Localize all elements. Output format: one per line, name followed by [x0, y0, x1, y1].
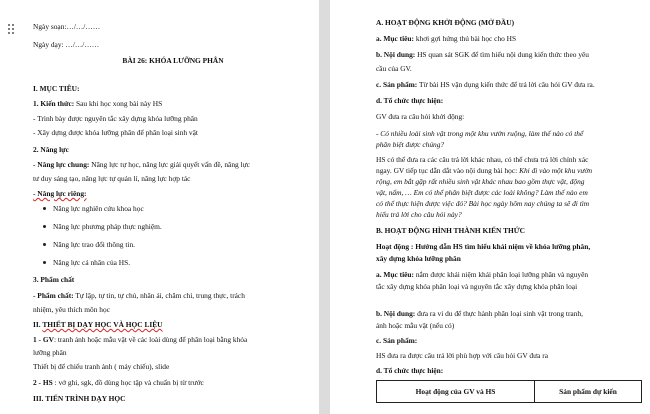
quality-line-2: nhiệm, yêu thích môn học — [33, 305, 110, 314]
heading-knowledge: B. HOẠT ĐỘNG HÌNH THÀNH KIẾN THỨC — [376, 226, 525, 235]
specific-ability-item: Năng lực nghiên cứu khoa học — [53, 204, 144, 213]
warmup-question-2: phân biệt được chúng? — [376, 140, 445, 149]
heading-ability: 2. Năng lực — [33, 145, 69, 154]
bullet-icon — [43, 225, 46, 228]
date-written: Ngày soạn:…/…/…… — [33, 22, 101, 31]
activity-title: Hoạt động : Hướng dẫn HS tìm hiểu khái niệm về khóa lưỡng phân, — [376, 242, 591, 251]
paragraph-line: vật, nấm, … Em có thể phân biệt được các loài không? Làm thế nào em — [376, 188, 588, 197]
bullet-icon — [43, 207, 46, 210]
paragraph-line: HS có thể đưa ra các câu trả lời khác nhau, có thể chưa trả lời chính xác — [376, 155, 589, 164]
page-gap — [319, 0, 330, 414]
general-ability-line-2: tư duy sáng tạo, năng lực tự quản lí, năng lực hợp tác — [33, 174, 191, 183]
paragraph-line: rộng, em bắt gặp rất nhiều sinh vật khác nhau bao gồm thực vật, động — [376, 177, 585, 186]
lesson-title: BÀI 26: KHÓA LƯỠNG PHÂN — [122, 56, 224, 65]
warmup-question-intro: GV đưa ra câu hỏi khởi động: — [376, 112, 465, 121]
bullet-icon — [43, 261, 46, 264]
warmup-product: c. Sản phẩm: Từ bài HS vận dụng kiến thức để trả lời câu hỏi GV đưa ra. — [376, 80, 595, 89]
warmup-content: b. Nội dung: HS quan sát SGK để tìm hiểu nội dung kiến thức theo yêu — [376, 50, 589, 59]
specific-ability-label: - Năng lực riêng: — [33, 189, 87, 198]
activity-product: c. Sản phẩm: — [376, 336, 418, 345]
warmup-question: - Có nhiều loài sinh vật trong một khu vườn ruộng, làm thế nào có thể — [376, 129, 584, 138]
paragraph-line: có thể thực hiện được việc đó? Bài học ngày hôm nay chúng ta sẽ đi tìm — [376, 199, 590, 208]
teacher-equipment-line: 1 - GV: tranh ảnh hoặc mẫu vật về các loài dùng để phân loại bằng khóa — [33, 335, 248, 344]
heading-warmup: A. HOẠT ĐỘNG KHỞI ĐỘNG (MỞ ĐẦU) — [376, 18, 515, 27]
heading-equipment: II. THIẾT BỊ DẠY HỌC VÀ HỌC LIỆU — [33, 320, 163, 329]
paragraph-line: ngay. GV tiếp tục dẫn dắt vào nội dung bài học: Khi đi vào một khu vườn — [376, 166, 593, 175]
student-equipment-line: 2 - HS : vở ghi, sgk, đồ dùng học tập và chuẩn bị từ trước — [33, 378, 204, 387]
table-header-product: Sản phẩm dự kiến — [535, 381, 642, 403]
quality-line: - Phẩm chất: Tự lập, tự tin, tự chủ, nhân ái, chăm chỉ, trung thực, trách — [33, 291, 245, 300]
heading-quality: 3. Phẩm chất — [33, 275, 75, 284]
table-row — [377, 381, 642, 403]
activity-content: b. Nội dung: đưa ra vi du để thực hành phân loại sinh vật trong tranh, — [376, 309, 583, 318]
specific-ability-item: Năng lực trao đổi thông tin. — [53, 240, 136, 249]
specific-ability-item: Năng lực cá nhân của HS. — [53, 258, 131, 267]
date-taught: Ngày dạy: …/…/…… — [33, 40, 100, 49]
general-ability-line: - Năng lực chung: Năng lực tự học, năng lực giải quyết vấn đề, năng lực — [33, 160, 250, 169]
drag-handle-icon[interactable] — [8, 24, 16, 36]
teacher-equipment-line-3: Thiết bị để chiếu tranh ảnh ( máy chiếu), slide — [33, 362, 170, 371]
heading-process: III. TIẾN TRÌNH DẠY HỌC — [33, 394, 126, 403]
activity-aim: a. Mục tiêu: nắm được khái niệm khái phân loại lưỡng phân và nguyên — [376, 270, 589, 279]
paragraph-line: hiểu trả lời cho câu hỏi này? — [376, 210, 462, 219]
bullet-icon — [43, 243, 46, 246]
activity-product-text: HS đưa ra được câu trả lời phù hợp với câu hỏi GV đưa ra — [376, 351, 548, 360]
knowledge-line: 1. Kiến thức: Sau khi học xong bài này HS — [33, 99, 163, 108]
activity-aim-2: tắc xây dựng khóa phân loại và nguyên tắc xây dựng khóa phân loại — [376, 282, 578, 291]
specific-ability-item: Năng lực phương pháp thực nghiệm. — [53, 222, 162, 231]
knowledge-item: - Trình bày được nguyên tắc xây dựng khóa lưỡng phân — [33, 114, 198, 123]
heading-objectives: I. MỤC TIÊU: — [33, 84, 80, 93]
activity-title-2: xây dựng khóa lưỡng phân — [376, 254, 461, 263]
warmup-org: d. Tổ chức thực hiện: — [376, 96, 444, 105]
knowledge-item: - Xây dựng được khóa lưỡng phân để phân loại sinh vật — [33, 128, 198, 137]
warmup-aim: a. Mục tiêu: khơi gợi hứng thú bài học cho HS — [376, 34, 517, 43]
left-page — [0, 0, 319, 414]
activity-org: d. Tổ chức thực hiện: — [376, 366, 444, 375]
warmup-content-2: cầu của GV. — [376, 64, 412, 73]
table-header-activity: Hoạt động của GV và HS — [377, 381, 535, 403]
teacher-equipment-line-2: lưỡng phân — [33, 348, 67, 357]
activity-table — [376, 380, 642, 403]
activity-content-2: ảnh hoặc mẫu vật (nếu có) — [376, 321, 455, 330]
